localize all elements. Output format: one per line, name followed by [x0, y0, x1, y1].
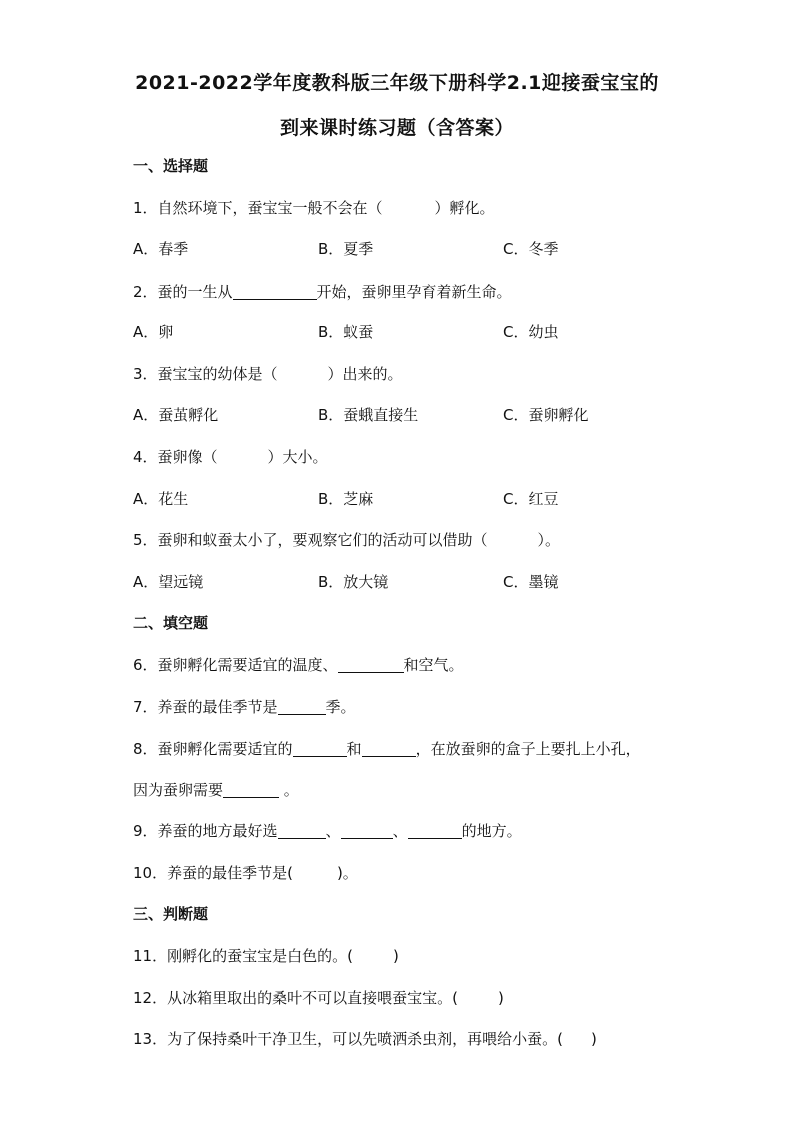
question-7-text-a: 7．养蚕的最佳季节是	[133, 698, 278, 716]
answer-blank[interactable]	[233, 283, 317, 300]
question-11-text-b: )	[392, 947, 399, 965]
question-8-text-e: 。	[279, 781, 299, 799]
answer-blank[interactable]	[278, 698, 326, 715]
question-9-text-c: 、	[392, 822, 408, 840]
question-10	[133, 862, 358, 883]
question-1-option-b[interactable]: B．夏季	[318, 240, 374, 258]
question-2-text-a: 2．蚕的一生从	[133, 283, 233, 301]
question-9-text-b: 、	[325, 822, 341, 840]
question-4-option-b[interactable]: B．芝麻	[318, 490, 374, 508]
question-7	[133, 696, 356, 717]
answer-blank[interactable]	[338, 656, 404, 673]
question-9-text-a: 9．养蚕的地方最好选	[133, 822, 278, 840]
question-3-option-c[interactable]: C．蚕卵孵化	[503, 406, 589, 424]
question-4-option-a[interactable]: A．花生	[133, 490, 189, 508]
question-1-option-c[interactable]: C．冬季	[503, 240, 559, 258]
question-2-option-a[interactable]: A．卵	[133, 323, 174, 341]
answer-blank[interactable]	[362, 740, 416, 757]
section-heading-choice: 一、选择题	[133, 157, 209, 175]
question-3-text-b: ）出来的。	[327, 365, 403, 383]
question-1-text-b: ）孵化。	[434, 199, 495, 217]
section-heading-fill: 二、填空题	[133, 614, 209, 632]
question-4	[133, 446, 328, 467]
question-5-option-a[interactable]: A．望远镜	[133, 573, 204, 591]
question-1-text-a: 1．自然环境下，蚕宝宝一般不会在（	[133, 199, 383, 217]
question-13-text-b: )	[590, 1030, 597, 1048]
question-3	[133, 363, 403, 384]
answer-blank[interactable]	[408, 822, 462, 839]
question-10-text-b: )。	[336, 864, 358, 882]
question-13-text-a: 13．为了保持桑叶干净卫生，可以先喷洒杀虫剂，再喂给小蚕。(	[133, 1030, 563, 1048]
question-9-text-d: 的地方。	[461, 822, 522, 840]
question-6-text-a: 6．蚕卵孵化需要适宜的温度、	[133, 656, 338, 674]
question-6	[133, 654, 464, 675]
question-4-text-a: 4．蚕卵像（	[133, 448, 218, 466]
answer-blank[interactable]	[223, 781, 279, 798]
question-12-text-b: )	[497, 989, 504, 1007]
question-4-option-c[interactable]: C．红豆	[503, 490, 559, 508]
question-9	[133, 820, 522, 841]
question-12-text-a: 12．从冰箱里取出的桑叶不可以直接喂蚕宝宝。(	[133, 989, 458, 1007]
question-12	[133, 987, 504, 1008]
question-8-text-a: 8．蚕卵孵化需要适宜的	[133, 740, 293, 758]
question-2-option-b[interactable]: B．蚁蚕	[318, 323, 374, 341]
question-8-text-c: ，在放蚕卵的盒子上要扎上小孔，	[415, 740, 641, 758]
answer-blank[interactable]	[341, 822, 393, 839]
question-2-option-c[interactable]: C．幼虫	[503, 323, 559, 341]
question-6-text-b: 和空气。	[403, 656, 464, 674]
question-13	[133, 1028, 597, 1049]
question-8-text-b: 和	[346, 740, 362, 758]
section-heading-judge: 三、判断题	[133, 905, 209, 923]
question-5-option-b[interactable]: B．放大镜	[318, 573, 389, 591]
question-1-option-a[interactable]: A．春季	[133, 240, 189, 258]
title-line-2: 到来课时练习题（含答案）	[279, 117, 514, 139]
question-5	[133, 529, 560, 550]
question-7-text-b: 季。	[325, 698, 356, 716]
question-5-text-a: 5．蚕卵和蚁蚕太小了，要观察它们的活动可以借助（	[133, 531, 488, 549]
question-1	[133, 197, 495, 218]
question-8-text-d: 因为蚕卵需要	[133, 781, 224, 799]
question-5-text-b: ）。	[537, 531, 561, 549]
answer-blank[interactable]	[278, 822, 326, 839]
question-8-continued	[133, 779, 299, 800]
question-2-text-b: 开始，蚕卵里孕育着新生命。	[316, 283, 512, 301]
question-8	[133, 738, 641, 759]
question-3-option-b[interactable]: B．蚕蛾直接生	[318, 406, 419, 424]
answer-blank[interactable]	[293, 740, 347, 757]
title-line-1: 2021-2022学年度教科版三年级下册科学2.1迎接蚕宝宝的	[135, 72, 659, 94]
question-11	[133, 945, 399, 966]
question-2	[133, 281, 512, 302]
question-3-text-a: 3．蚕宝宝的幼体是（	[133, 365, 278, 383]
question-11-text-a: 11．刚孵化的蚕宝宝是白色的。(	[133, 947, 353, 965]
question-10-text-a: 10．养蚕的最佳季节是(	[133, 864, 293, 882]
question-3-option-a[interactable]: A．蚕茧孵化	[133, 406, 219, 424]
question-4-text-b: ）大小。	[267, 448, 328, 466]
question-5-option-c[interactable]: C．墨镜	[503, 573, 559, 591]
